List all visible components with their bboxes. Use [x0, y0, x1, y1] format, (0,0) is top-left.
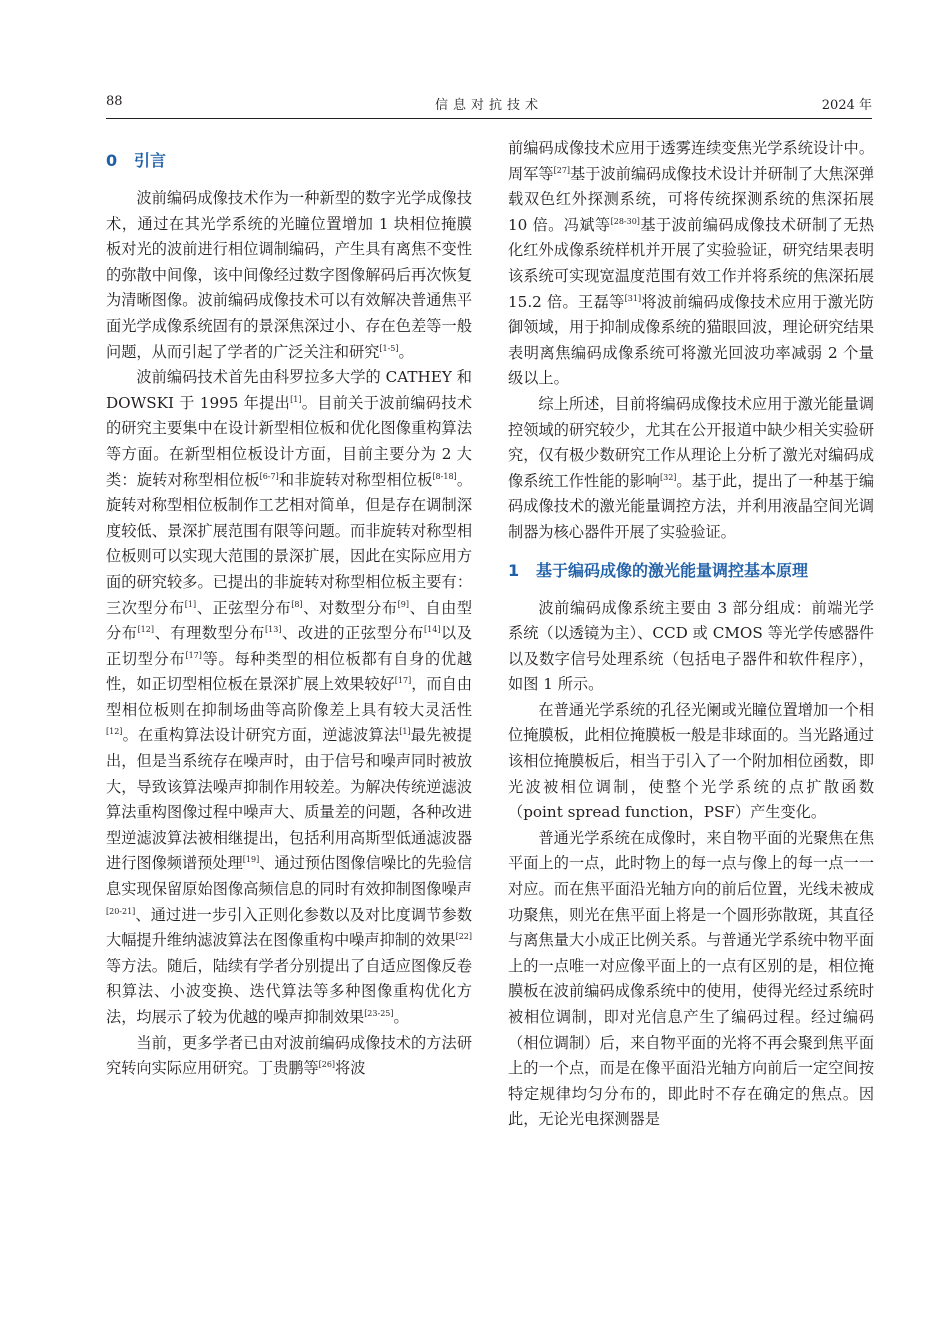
text-run: 等。每种类型的相位板都有自身的优越性，如正切型相位板在景深扩展上效果较好	[106, 649, 473, 694]
right-column	[508, 136, 874, 1133]
publication-year: 2024 年	[821, 98, 872, 113]
text-run: 基于波前编码成像技术设计并研制了大焦深弹载双色红外探测系统，可将传统探测系统的焦深拓展 10 倍。冯斌等	[508, 164, 875, 234]
citation-ref: [12]	[137, 625, 154, 635]
citation-ref: [8]	[291, 599, 303, 609]
section-number: 1	[508, 560, 520, 580]
citation-ref: [9]	[397, 599, 409, 609]
citation-ref: [27]	[553, 165, 571, 175]
citation-ref: [28-30]	[610, 216, 640, 226]
citation-ref: [26]	[318, 1060, 336, 1070]
text-run: 波前编码成像技术作为一种新型的数字光学成像技术，通过在其光学系统的光瞳位置增加 1 块相位掩膜板对光的波前进行相位调制编码，产生具有离焦不变性的弥散中间像，该中间像经过数字图像解码后再次恢复为清晰图像。波前编码成像技术可以有效解决普通焦平面光学成像系统固有的景深焦深过小、存在色差等一般问题，从而引起了学者的广泛关注和研究	[106, 189, 472, 361]
text-run: 、正弦型分布	[196, 598, 292, 617]
text-run: 。	[393, 1008, 409, 1026]
citation-ref: [8-18]	[432, 471, 457, 481]
text-run: 、对数型分布	[302, 598, 398, 617]
citation-ref: [6-7]	[259, 471, 279, 481]
citation-ref: [14]	[424, 625, 441, 635]
paragraph: 在普通光学系统的孔径光阑或光瞳位置增加一个相位掩膜板，此相位掩膜板一般是非球面的。当光路通过该相位掩膜板后，相当于引入了一个附加相位函数，即光波被相位调制，使整个光学系统的点扩散函数（point spread function，PSF）产生变化。	[508, 700, 874, 822]
paragraph: 普通光学系统在成像时，来自物平面的光聚焦在焦平面上的一点，此时物上的每一点与像上的每一点一一对应。而在焦平面沿光轴方向的前后位置，光线未被成功聚焦，则光在焦平面上将是一个圆形弥散斑，其直径与离焦量大小成正比例关系。与普通光学系统中物平面上的一点唯一对应像平面上的一点有区别的是，相位掩膜板在波前编码成像系统中的使用，使得光经过系统时被相位调制，即对光信息产生了编码过程。经过编码（相位调制）后，来自物平面的光将不再会聚到焦平面上的一个点，而是在像平面沿光轴方向前后一定空间按特定规律均匀分布的，即此时不存在确定的焦点。因此，无论光电探测器是	[508, 828, 874, 1129]
citation-ref: [13]	[265, 625, 282, 635]
paragraph	[106, 186, 472, 365]
text-run: 。在重构算法设计研究方面，逆滤波算法	[122, 726, 400, 745]
text-run: 前编码成像技术应用于透雾连续变焦光学系统设计中。周军等	[508, 139, 874, 183]
section-number: 0	[106, 151, 118, 170]
section-heading-0	[106, 146, 472, 176]
text-run: 波前编码技术首先由科罗拉多大学的 CATHEY 和 DOWSKI 于 1995 年提出	[106, 368, 472, 412]
paragraph	[508, 392, 874, 546]
citation-ref: [1]	[399, 727, 411, 737]
left-column	[106, 136, 472, 1082]
citation-ref: [1-5]	[379, 343, 399, 353]
citation-ref: [19]	[242, 855, 260, 865]
text-run: 、改进的正弦型分布	[281, 624, 425, 643]
page-number: 88	[106, 94, 123, 109]
text-run: 。	[398, 342, 414, 361]
citation-ref: [20-21]	[106, 906, 136, 916]
citation-ref: [1]	[184, 599, 197, 609]
citation-ref: [23-25]	[364, 1009, 394, 1018]
text-run: 综上所述，目前将编码成像技术应用于激光能量调控领域的研究较少，尤其在公开报道中缺少相关实验研究，仅有极少数研究工作从理论上分析了激光对编码成像系统工作性能的影响	[508, 394, 874, 490]
paragraph-continued	[508, 136, 874, 392]
text-run: 、自由型分布	[106, 598, 473, 643]
paragraph	[106, 365, 472, 1030]
text-run: 。旋转对称型相位板制作工艺相对简单，但是存在调制深度较低、景深扩展范围有限等问题。而非旋转对称型相位板则可以实现大范围的景深扩展，因此在实际应用方面的研究较多。已提出的非旋转对称型相位板主要有：三次型分布	[106, 470, 473, 617]
text-run: ，而自由型相位板则在抑制场曲等高阶像差上具有较大灵活性	[106, 675, 473, 719]
section-heading-1	[508, 556, 874, 586]
text-run: 当前，更多学者已由对波前编码成像技术的方法研究转向实际应用研究。丁贵鹏等	[106, 1033, 472, 1078]
citation-ref: [1]	[290, 394, 302, 404]
text-run: 等方法。随后，陆续有学者分别提出了自适应图像反卷积算法、小波变换、迭代算法等多种图像重构优化方法，均展示了较为优越的噪声抑制效果	[106, 956, 472, 1026]
journal-title: 信息对抗技术	[434, 98, 543, 113]
text-run: 将波前编码成像技术应用于激光防御领域，用于抑制成像系统的猫眼回波，理论研究结果表明离焦编码成像系统可将激光回波功率减弱 2 个量级以上。	[508, 292, 874, 388]
header-rule	[106, 118, 872, 119]
text-run: 。目前关于波前编码技术的研究主要集中在设计新型相位板和优化图像重构算法等方面。在新型相位板设计方面，目前主要分为 2 大类：旋转对称型相位板	[106, 393, 473, 489]
paragraph: 波前编码成像系统主要由 3 部分组成：前端光学系统（以透镜为主）、CCD 或 CMOS 等光学传感器件以及数字信号处理系统（包括电子器件和软件程序），如图 1 所示。	[508, 598, 874, 694]
running-header	[106, 94, 872, 114]
citation-ref: [22]	[455, 932, 472, 942]
citation-ref: [12]	[106, 727, 123, 737]
text-run: 基于波前编码成像技术研制了无热化红外成像系统样机并开展了实验验证，研究结果表明该系统可实现宽温度范围有效工作并将系统的焦深拓展 15.2 倍。王磊等	[508, 215, 875, 311]
text-run: 、通过进一步引入正则化参数以及对比度调节参数大幅提升维纳滤波算法在图像重构中噪声抑制的效果	[106, 905, 472, 950]
citation-ref: [31]	[624, 293, 642, 303]
citation-ref: [32]	[660, 472, 677, 482]
text-run: 将波	[335, 1059, 366, 1078]
section-title: 基于编码成像的激光能量调控基本原理	[536, 560, 809, 580]
text-run: 、通过预估图像信噪比的先验信息实现保留原始图像高频信息的同时有效抑制图像噪声	[106, 854, 473, 899]
text-run: 。基于此，提出了一种基于编码成像技术的激光能量调控方法，并利用液晶空间光调制器为核心器件开展了实验验证。	[508, 471, 875, 541]
text-run: 、有理数型分布	[153, 624, 266, 643]
text-run: 最先被提出，但是当系统存在噪声时，由于信号和噪声同时被放大，导致该算法噪声抑制作用较差。为解决传统逆滤波算法重构图像过程中噪声大、质量差的问题，各种改进型逆滤波算法被相继提出，包括利用高斯型低通滤波器进行图像频谱预处理	[106, 726, 473, 873]
paragraph	[106, 1031, 472, 1082]
text-run: 和非旋转对称型相位板	[278, 470, 433, 489]
citation-ref: [17]	[394, 676, 412, 686]
text-run: 以及正切型分布	[106, 624, 473, 668]
section-title: 引言	[134, 151, 167, 170]
citation-ref: [17]	[185, 650, 202, 660]
